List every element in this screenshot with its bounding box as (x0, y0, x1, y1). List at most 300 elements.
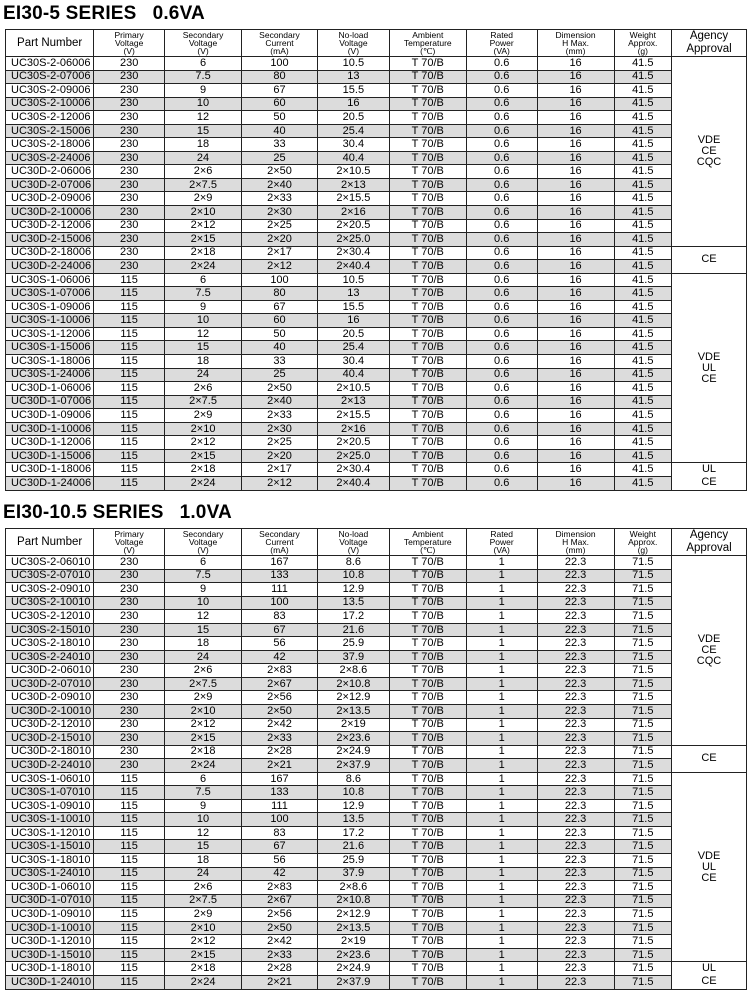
cell-secondary-current: 2×17 (242, 246, 318, 260)
cell-secondary-voltage: 9 (165, 84, 242, 98)
cell-secondary-current: 2×28 (242, 962, 318, 976)
cell-part-number: UC30D-1-24006 (6, 476, 94, 490)
cell-ambient-temperature: T 70/B (389, 111, 466, 125)
agency-mark: UL (701, 361, 717, 374)
cell-rated-power: 0.6 (466, 300, 537, 314)
cell-no-load-voltage: 2×16 (317, 422, 389, 436)
cell-primary-voltage: 115 (94, 908, 165, 922)
cell-weight: 41.5 (614, 341, 671, 355)
cell-no-load-voltage: 40.4 (317, 151, 389, 165)
cell-primary-voltage: 230 (94, 610, 165, 624)
agency-mark: VDE (697, 350, 721, 363)
cell-secondary-current: 60 (242, 97, 318, 111)
cell-rated-power: 0.6 (466, 463, 537, 477)
cell-no-load-voltage: 2×10.8 (317, 894, 389, 908)
table-row (6, 422, 747, 436)
cell-ambient-temperature: T 70/B (389, 84, 466, 98)
cell-part-number: UC30S-2-15006 (6, 124, 94, 138)
cell-dimension: 22.3 (537, 894, 614, 908)
cell-primary-voltage: 115 (94, 449, 165, 463)
cell-dimension: 22.3 (537, 583, 614, 597)
cell-part-number: UC30D-1-12006 (6, 436, 94, 450)
cell-secondary-voltage: 2×7.5 (165, 894, 242, 908)
cell-ambient-temperature: T 70/B (389, 273, 466, 287)
cell-no-load-voltage: 37.9 (317, 867, 389, 881)
cell-ambient-temperature: T 70/B (389, 57, 466, 71)
cell-part-number: UC30S-1-18006 (6, 355, 94, 369)
cell-no-load-voltage: 2×13.5 (317, 921, 389, 935)
cell-rated-power: 1 (466, 556, 537, 570)
cell-dimension: 16 (537, 273, 614, 287)
cell-ambient-temperature: T 70/B (389, 300, 466, 314)
table-row (6, 610, 747, 624)
cell-no-load-voltage: 13 (317, 287, 389, 301)
cell-secondary-current: 167 (242, 772, 318, 786)
table-row (6, 314, 747, 328)
cell-primary-voltage: 115 (94, 463, 165, 477)
table-row (6, 368, 747, 382)
cell-part-number: UC30S-1-06010 (6, 772, 94, 786)
cell-rated-power: 1 (466, 569, 537, 583)
cell-ambient-temperature: T 70/B (389, 813, 466, 827)
cell-weight: 41.5 (614, 246, 671, 260)
cell-secondary-voltage: 2×12 (165, 436, 242, 450)
header-line: Ambient (412, 529, 444, 539)
cell-secondary-current: 80 (242, 70, 318, 84)
cell-primary-voltage: 230 (94, 57, 165, 71)
cell-secondary-voltage: 2×10 (165, 206, 242, 220)
cell-ambient-temperature: T 70/B (389, 677, 466, 691)
cell-weight: 41.5 (614, 97, 671, 111)
header-line: Voltage (114, 38, 144, 48)
cell-secondary-current: 25 (242, 368, 318, 382)
cell-primary-voltage: 115 (94, 273, 165, 287)
cell-no-load-voltage: 10.5 (317, 273, 389, 287)
cell-rated-power: 0.6 (466, 287, 537, 301)
cell-ambient-temperature: T 70/B (389, 70, 466, 84)
cell-weight: 71.5 (614, 623, 671, 637)
cell-ambient-temperature: T 70/B (389, 165, 466, 179)
header-line: (℃) (420, 46, 436, 56)
cell-ambient-temperature: T 70/B (389, 341, 466, 355)
cell-secondary-current: 2×83 (242, 664, 318, 678)
series-title-ei30-10-5 (3, 502, 232, 524)
series-title-ei30-5 (3, 3, 205, 25)
cell-rated-power: 0.6 (466, 165, 537, 179)
table-row (6, 921, 747, 935)
header-line: Part Number (17, 36, 83, 49)
header-line: (℃) (420, 545, 436, 555)
cell-part-number: UC30S-2-06010 (6, 556, 94, 570)
cell-no-load-voltage: 25.4 (317, 124, 389, 138)
table-row (6, 854, 747, 868)
cell-secondary-voltage: 24 (165, 867, 242, 881)
cell-no-load-voltage: 2×25.0 (317, 233, 389, 247)
cell-no-load-voltage: 2×13 (317, 395, 389, 409)
cell-secondary-current: 2×17 (242, 463, 318, 477)
table-row (6, 151, 747, 165)
cell-weight: 71.5 (614, 908, 671, 922)
cell-rated-power: 0.6 (466, 273, 537, 287)
cell-no-load-voltage: 13 (317, 70, 389, 84)
cell-secondary-current: 2×20 (242, 233, 318, 247)
series-rating: 1.0VA (179, 502, 232, 523)
cell-rated-power: 1 (466, 732, 537, 746)
cell-no-load-voltage: 25.9 (317, 854, 389, 868)
cell-secondary-current: 2×21 (242, 975, 318, 989)
cell-rated-power: 0.6 (466, 246, 537, 260)
cell-rated-power: 1 (466, 948, 537, 962)
cell-dimension: 22.3 (537, 935, 614, 949)
cell-secondary-current: 2×30 (242, 422, 318, 436)
cell-primary-voltage: 115 (94, 382, 165, 396)
cell-primary-voltage: 230 (94, 759, 165, 773)
cell-secondary-voltage: 2×6 (165, 881, 242, 895)
cell-secondary-current: 2×56 (242, 908, 318, 922)
table-row (6, 691, 747, 705)
cell-ambient-temperature: T 70/B (389, 650, 466, 664)
cell-no-load-voltage: 16 (317, 314, 389, 328)
header-line: Temperature (403, 537, 452, 547)
cell-ambient-temperature: T 70/B (389, 786, 466, 800)
agency-approval-cell (672, 772, 747, 962)
header-line: Secondary (259, 529, 300, 539)
cell-ambient-temperature: T 70/B (389, 463, 466, 477)
table-row (6, 409, 747, 423)
cell-part-number: UC30D-2-12010 (6, 718, 94, 732)
cell-secondary-current: 2×50 (242, 705, 318, 719)
cell-rated-power: 0.6 (466, 206, 537, 220)
cell-primary-voltage: 230 (94, 637, 165, 651)
cell-no-load-voltage: 20.5 (317, 327, 389, 341)
cell-weight: 71.5 (614, 664, 671, 678)
cell-secondary-current: 33 (242, 355, 318, 369)
cell-weight: 71.5 (614, 732, 671, 746)
cell-part-number: UC30D-1-09006 (6, 409, 94, 423)
cell-no-load-voltage: 2×24.9 (317, 962, 389, 976)
cell-weight: 41.5 (614, 84, 671, 98)
cell-weight: 41.5 (614, 165, 671, 179)
cell-part-number: UC30D-2-09006 (6, 192, 94, 206)
cell-no-load-voltage: 2×25.0 (317, 449, 389, 463)
cell-ambient-temperature: T 70/B (389, 476, 466, 490)
cell-weight: 71.5 (614, 975, 671, 989)
cell-ambient-temperature: T 70/B (389, 368, 466, 382)
table-row (6, 300, 747, 314)
cell-ambient-temperature: T 70/B (389, 206, 466, 220)
cell-secondary-current: 67 (242, 623, 318, 637)
header-line: Agency (689, 529, 729, 541)
cell-no-load-voltage: 10.5 (317, 57, 389, 71)
cell-weight: 71.5 (614, 894, 671, 908)
cell-ambient-temperature: T 70/B (389, 772, 466, 786)
cell-secondary-voltage: 2×10 (165, 705, 242, 719)
cell-rated-power: 1 (466, 610, 537, 624)
header-agency-approval (672, 529, 747, 556)
cell-weight: 71.5 (614, 637, 671, 651)
cell-dimension: 16 (537, 409, 614, 423)
header-line: Voltage (339, 537, 368, 547)
table-row (6, 84, 747, 98)
cell-ambient-temperature: T 70/B (389, 151, 466, 165)
cell-ambient-temperature: T 70/B (389, 409, 466, 423)
header-row (6, 529, 747, 556)
cell-no-load-voltage: 2×13 (317, 178, 389, 192)
header-line: (VA) (493, 545, 510, 555)
agency-approval-cell (672, 556, 747, 746)
cell-secondary-voltage: 7.5 (165, 70, 242, 84)
cell-weight: 41.5 (614, 449, 671, 463)
cell-rated-power: 1 (466, 840, 537, 854)
cell-rated-power: 0.6 (466, 124, 537, 138)
header-line: Current (265, 537, 294, 547)
cell-secondary-voltage: 9 (165, 799, 242, 813)
cell-primary-voltage: 230 (94, 97, 165, 111)
cell-ambient-temperature: T 70/B (389, 623, 466, 637)
cell-dimension: 16 (537, 436, 614, 450)
cell-secondary-voltage: 10 (165, 813, 242, 827)
cell-part-number: UC30D-2-10010 (6, 705, 94, 719)
cell-weight: 41.5 (614, 233, 671, 247)
cell-secondary-current: 2×50 (242, 165, 318, 179)
agency-approval-cell (672, 962, 747, 989)
table-row (6, 246, 747, 260)
agency-mark: CE (701, 752, 717, 765)
cell-part-number: UC30D-1-06006 (6, 382, 94, 396)
cell-no-load-voltage: 16 (317, 97, 389, 111)
cell-rated-power: 0.6 (466, 97, 537, 111)
cell-secondary-current: 2×12 (242, 476, 318, 490)
cell-no-load-voltage: 8.6 (317, 556, 389, 570)
cell-weight: 41.5 (614, 206, 671, 220)
header-line: Dimension (555, 529, 596, 539)
cell-no-load-voltage: 2×8.6 (317, 664, 389, 678)
cell-secondary-current: 2×33 (242, 948, 318, 962)
cell-no-load-voltage: 40.4 (317, 368, 389, 382)
cell-primary-voltage: 115 (94, 422, 165, 436)
cell-ambient-temperature: T 70/B (389, 691, 466, 705)
series-rating: 0.6VA (152, 3, 205, 24)
cell-dimension: 16 (537, 151, 614, 165)
cell-secondary-current: 40 (242, 341, 318, 355)
cell-part-number: UC30S-2-18010 (6, 637, 94, 651)
cell-dimension: 16 (537, 449, 614, 463)
cell-rated-power: 0.6 (466, 314, 537, 328)
table-row (6, 975, 747, 989)
cell-no-load-voltage: 12.9 (317, 799, 389, 813)
cell-rated-power: 1 (466, 962, 537, 976)
table-row (6, 826, 747, 840)
cell-weight: 41.5 (614, 409, 671, 423)
cell-primary-voltage: 230 (94, 705, 165, 719)
cell-part-number: UC30D-1-15006 (6, 449, 94, 463)
cell-dimension: 16 (537, 165, 614, 179)
cell-dimension: 22.3 (537, 637, 614, 651)
cell-rated-power: 1 (466, 813, 537, 827)
cell-dimension: 16 (537, 300, 614, 314)
cell-secondary-voltage: 2×15 (165, 233, 242, 247)
cell-dimension: 16 (537, 314, 614, 328)
cell-secondary-voltage: 24 (165, 368, 242, 382)
header-line: (V) (123, 545, 135, 555)
header-line: Rated (490, 529, 514, 539)
cell-rated-power: 1 (466, 786, 537, 800)
header-line: Dimension (555, 30, 596, 40)
header-line: Primary (114, 529, 144, 539)
cell-weight: 41.5 (614, 422, 671, 436)
cell-weight: 41.5 (614, 382, 671, 396)
cell-dimension: 22.3 (537, 664, 614, 678)
cell-part-number: UC30S-2-06006 (6, 57, 94, 71)
cell-no-load-voltage: 2×10.5 (317, 382, 389, 396)
series-name: EI30-10.5 SERIES (3, 502, 164, 523)
table-row (6, 395, 747, 409)
cell-secondary-current: 2×42 (242, 718, 318, 732)
cell-dimension: 22.3 (537, 610, 614, 624)
cell-part-number: UC30D-1-10010 (6, 921, 94, 935)
cell-secondary-current: 2×33 (242, 732, 318, 746)
header-rated-power (466, 529, 537, 556)
table-row (6, 192, 747, 206)
header-line: (mA) (270, 46, 289, 56)
cell-secondary-current: 2×21 (242, 759, 318, 773)
cell-part-number: UC30D-1-12010 (6, 935, 94, 949)
table-row (6, 449, 747, 463)
cell-no-load-voltage: 10.8 (317, 786, 389, 800)
cell-secondary-voltage: 24 (165, 151, 242, 165)
table-row (6, 219, 747, 233)
header-line: Weight (629, 529, 656, 539)
cell-rated-power: 0.6 (466, 138, 537, 152)
cell-primary-voltage: 115 (94, 799, 165, 813)
cell-dimension: 22.3 (537, 908, 614, 922)
cell-part-number: UC30D-1-06010 (6, 881, 94, 895)
cell-primary-voltage: 230 (94, 583, 165, 597)
cell-weight: 41.5 (614, 476, 671, 490)
table-row (6, 569, 747, 583)
cell-rated-power: 0.6 (466, 233, 537, 247)
header-line: Weight (629, 30, 656, 40)
cell-ambient-temperature: T 70/B (389, 799, 466, 813)
cell-ambient-temperature: T 70/B (389, 745, 466, 759)
cell-dimension: 22.3 (537, 854, 614, 868)
cell-primary-voltage: 230 (94, 206, 165, 220)
cell-part-number: UC30S-2-12010 (6, 610, 94, 624)
header-line: Ambient (412, 30, 444, 40)
cell-no-load-voltage: 2×10.5 (317, 165, 389, 179)
cell-dimension: 16 (537, 111, 614, 125)
cell-part-number: UC30D-2-18010 (6, 745, 94, 759)
cell-primary-voltage: 115 (94, 395, 165, 409)
cell-dimension: 16 (537, 246, 614, 260)
table-row (6, 476, 747, 490)
cell-dimension: 16 (537, 287, 614, 301)
cell-secondary-current: 83 (242, 826, 318, 840)
header-secondary-voltage (165, 529, 242, 556)
cell-dimension: 16 (537, 368, 614, 382)
cell-primary-voltage: 230 (94, 219, 165, 233)
cell-ambient-temperature: T 70/B (389, 97, 466, 111)
cell-ambient-temperature: T 70/B (389, 867, 466, 881)
cell-primary-voltage: 230 (94, 596, 165, 610)
cell-rated-power: 1 (466, 623, 537, 637)
agency-mark: CE (701, 372, 717, 385)
cell-part-number: UC30S-1-18010 (6, 854, 94, 868)
cell-secondary-current: 100 (242, 57, 318, 71)
cell-weight: 71.5 (614, 962, 671, 976)
cell-rated-power: 1 (466, 908, 537, 922)
cell-part-number: UC30S-2-10006 (6, 97, 94, 111)
cell-rated-power: 1 (466, 854, 537, 868)
header-dimension (537, 30, 614, 57)
cell-rated-power: 0.6 (466, 422, 537, 436)
cell-secondary-current: 133 (242, 569, 318, 583)
table-row (6, 718, 747, 732)
cell-dimension: 16 (537, 57, 614, 71)
table-row (6, 650, 747, 664)
cell-secondary-current: 133 (242, 786, 318, 800)
cell-primary-voltage: 230 (94, 124, 165, 138)
table-row (6, 772, 747, 786)
header-line: (V) (197, 545, 209, 555)
cell-dimension: 16 (537, 84, 614, 98)
table-row (6, 138, 747, 152)
header-secondary-current (242, 529, 318, 556)
cell-secondary-current: 2×40 (242, 395, 318, 409)
cell-weight: 41.5 (614, 124, 671, 138)
cell-part-number: UC30D-1-07010 (6, 894, 94, 908)
header-line: H Max. (562, 537, 590, 547)
cell-secondary-voltage: 2×18 (165, 962, 242, 976)
cell-secondary-voltage: 2×9 (165, 409, 242, 423)
cell-rated-power: 1 (466, 650, 537, 664)
cell-secondary-current: 2×40 (242, 178, 318, 192)
cell-rated-power: 0.6 (466, 395, 537, 409)
cell-secondary-voltage: 2×24 (165, 759, 242, 773)
cell-secondary-voltage: 2×7.5 (165, 395, 242, 409)
header-ambient-temperature (389, 529, 466, 556)
cell-part-number: UC30D-2-07010 (6, 677, 94, 691)
cell-ambient-temperature: T 70/B (389, 246, 466, 260)
cell-no-load-voltage: 2×16 (317, 206, 389, 220)
cell-weight: 71.5 (614, 677, 671, 691)
cell-secondary-voltage: 12 (165, 610, 242, 624)
cell-rated-power: 0.6 (466, 327, 537, 341)
agency-mark: UL (701, 463, 717, 476)
cell-secondary-current: 25 (242, 151, 318, 165)
cell-primary-voltage: 230 (94, 556, 165, 570)
header-no-load-voltage (317, 529, 389, 556)
cell-secondary-current: 40 (242, 124, 318, 138)
cell-no-load-voltage: 30.4 (317, 138, 389, 152)
cell-weight: 71.5 (614, 840, 671, 854)
cell-secondary-voltage: 7.5 (165, 569, 242, 583)
cell-ambient-temperature: T 70/B (389, 449, 466, 463)
cell-weight: 71.5 (614, 583, 671, 597)
cell-primary-voltage: 230 (94, 138, 165, 152)
cell-no-load-voltage: 21.6 (317, 840, 389, 854)
cell-part-number: UC30D-2-18006 (6, 246, 94, 260)
table-row (6, 881, 747, 895)
header-line: (V) (347, 545, 360, 555)
cell-part-number: UC30D-1-07006 (6, 395, 94, 409)
cell-ambient-temperature: T 70/B (389, 219, 466, 233)
cell-secondary-voltage: 6 (165, 57, 242, 71)
table-row (6, 935, 747, 949)
table-row (6, 463, 747, 477)
cell-rated-power: 0.6 (466, 355, 537, 369)
cell-rated-power: 0.6 (466, 436, 537, 450)
